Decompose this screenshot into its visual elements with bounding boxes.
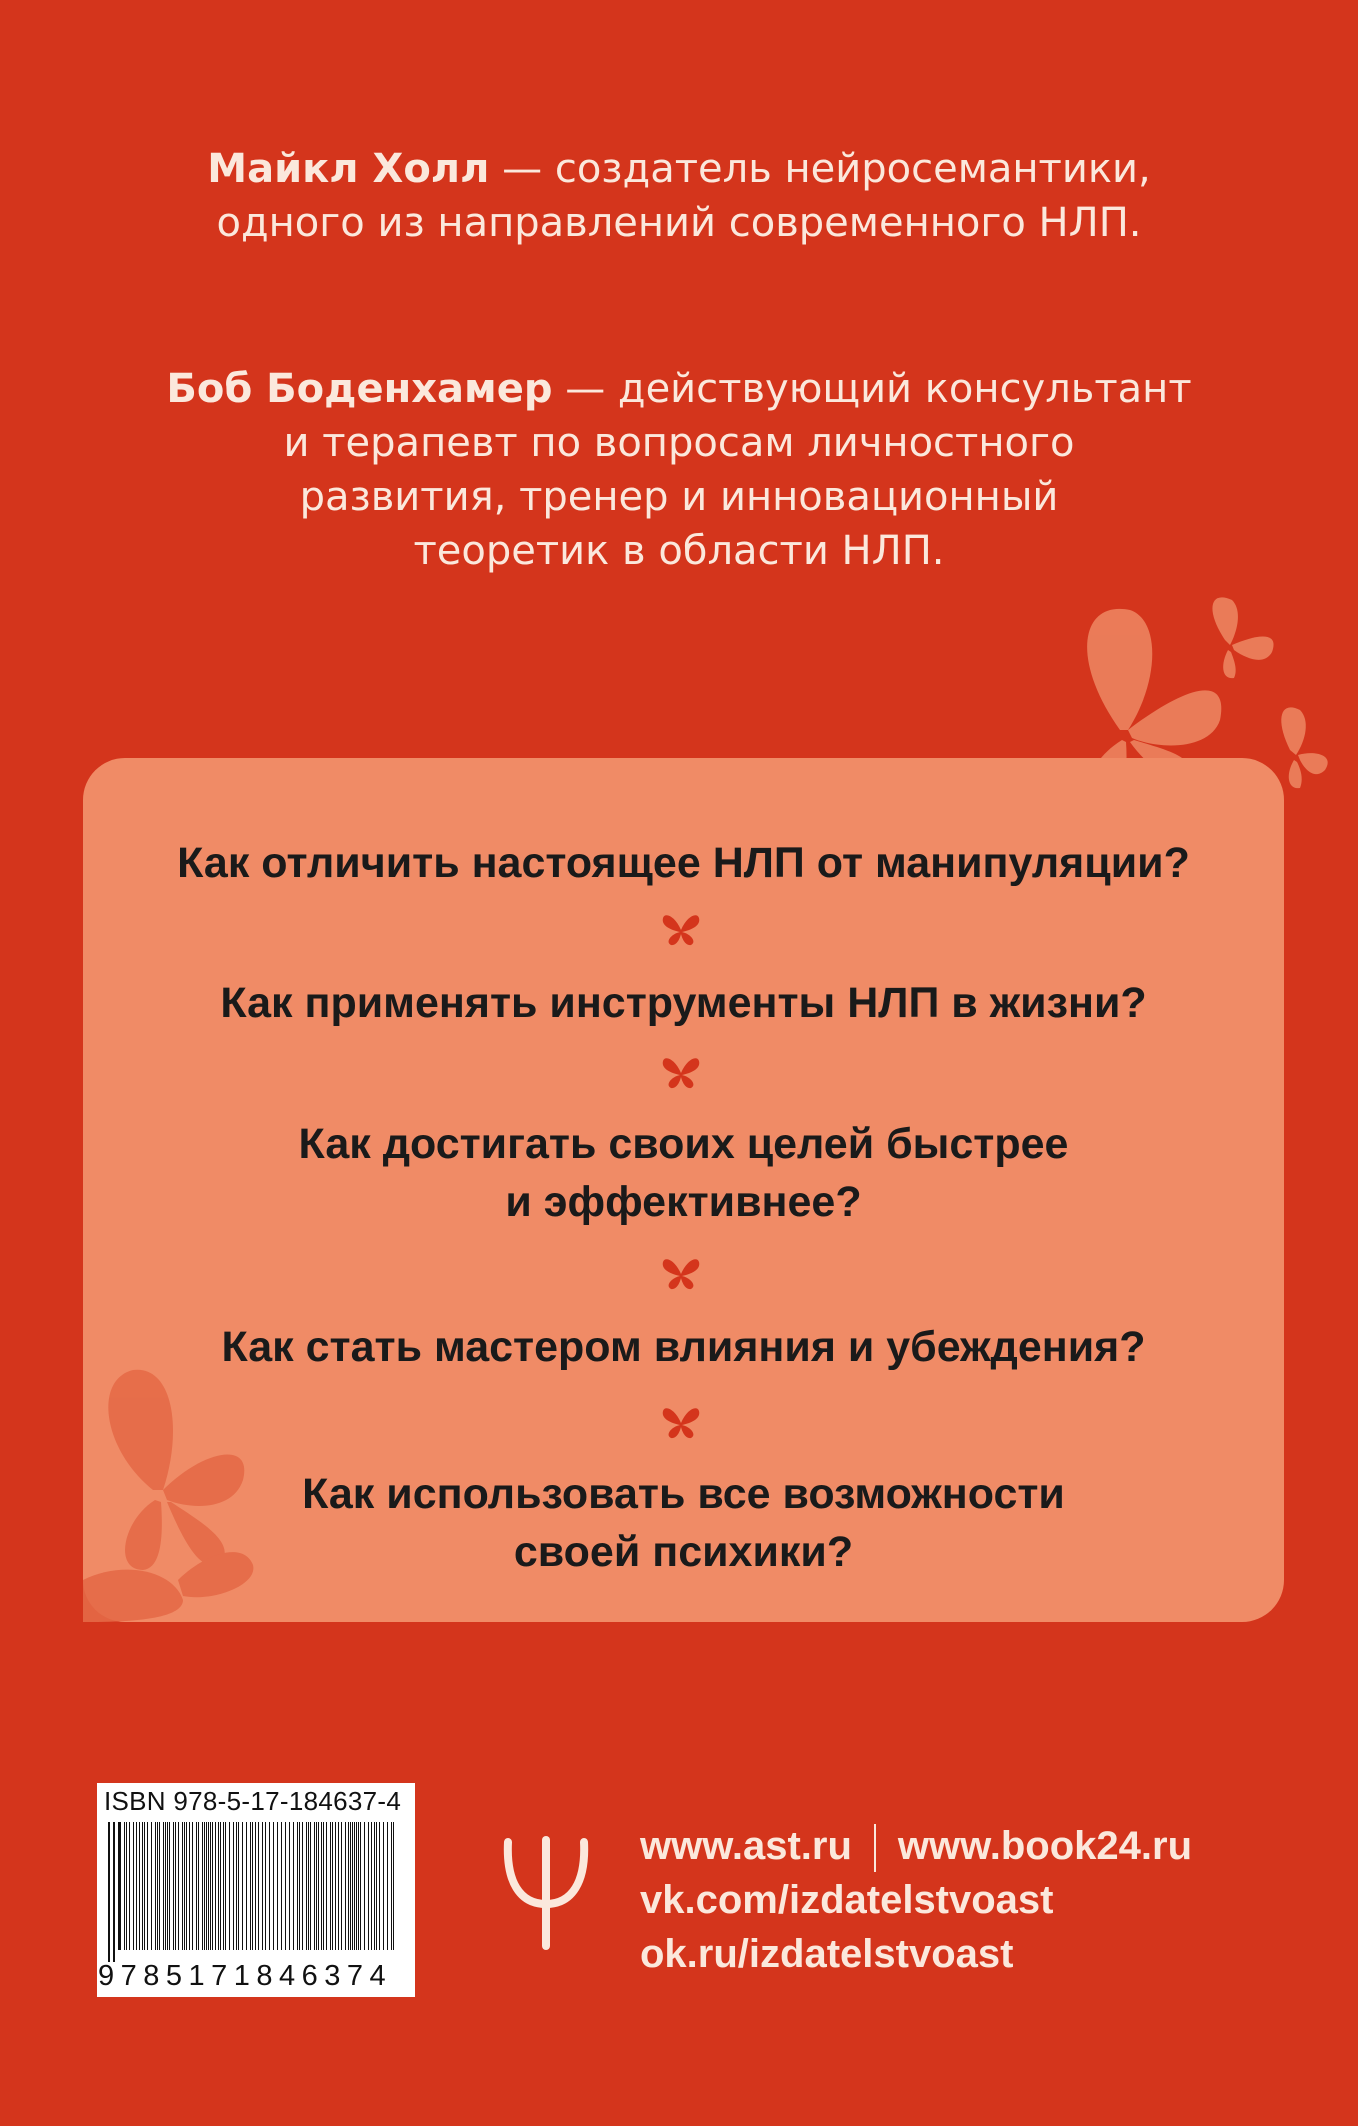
barcode-bar (356, 1822, 357, 1950)
link-vk[interactable]: vk.com/izdatelstvoast (640, 1878, 1054, 1922)
barcode-bar (297, 1822, 298, 1950)
barcode-bar (206, 1822, 207, 1950)
barcode-bar (238, 1822, 239, 1950)
barcode-bar (273, 1822, 274, 1950)
question-3 (83, 1115, 1284, 1231)
barcode-bar (302, 1822, 303, 1950)
barcode-bar (314, 1822, 315, 1950)
barcode-bar (350, 1822, 351, 1950)
butterfly-icon (661, 1055, 701, 1089)
question-5 (83, 1465, 1284, 1581)
barcode-bar (133, 1822, 134, 1950)
barcode-bar (136, 1822, 137, 1950)
isbn-label: ISBN 978-5-17-184637-4 (104, 1786, 402, 1816)
barcode-bar (113, 1822, 115, 1962)
author-blurb-hall (0, 142, 1358, 250)
barcode-bar (306, 1822, 307, 1950)
barcode-bar (178, 1822, 179, 1950)
question-line: Как использовать все возможности (302, 1470, 1065, 1518)
author-desc: — создатель нейросемантики, (489, 146, 1151, 192)
barcode-bar (202, 1822, 203, 1950)
barcode-bar (215, 1822, 216, 1950)
barcode-bar (308, 1822, 309, 1950)
publisher-psi-logo (500, 1832, 592, 1952)
butterfly-icon (661, 912, 701, 946)
question-line: своей психики? (513, 1528, 854, 1576)
barcode-bar (173, 1822, 174, 1950)
barcode-bar (142, 1822, 143, 1950)
barcode-bar (277, 1822, 278, 1950)
barcode-bar (233, 1822, 234, 1950)
barcode-bar (246, 1822, 247, 1950)
barcode-bar (189, 1822, 190, 1950)
barcode-bar (225, 1822, 226, 1950)
barcode-bar (265, 1822, 266, 1950)
barcode-bar (236, 1822, 237, 1950)
barcode-bar (316, 1822, 317, 1950)
author-desc-line: теоретик в области НЛП. (413, 528, 945, 574)
barcode-bar (376, 1822, 377, 1950)
barcode-bar (163, 1822, 164, 1950)
author-desc: — действующий консультант (552, 366, 1192, 412)
butterfly-icon (661, 1405, 701, 1439)
link-ast[interactable]: www.ast.ru (640, 1824, 852, 1868)
barcode-bar (165, 1822, 166, 1950)
barcode-bar (147, 1822, 148, 1950)
barcode-bar (186, 1822, 187, 1950)
barcode-bar (360, 1822, 361, 1950)
barcode-bar (250, 1822, 251, 1950)
barcode-bar (167, 1822, 168, 1950)
barcode-bar (144, 1822, 145, 1950)
barcode-bar (252, 1822, 253, 1950)
barcode-bar (269, 1822, 270, 1950)
barcode-bar (332, 1822, 333, 1950)
barcode-digits: 9785171846374 (98, 1960, 393, 1992)
barcode-bar (383, 1822, 384, 1950)
barcode-bar (281, 1822, 282, 1950)
barcode-bar (129, 1822, 130, 1950)
barcode-bar (220, 1822, 221, 1950)
barcode-bar (196, 1822, 197, 1950)
barcode-bar (326, 1822, 327, 1950)
author-name: Майкл Холл (207, 146, 490, 192)
barcode-bar (379, 1822, 380, 1950)
question-2 (83, 974, 1284, 1032)
author-desc-line: одного из направлений современного НЛП. (216, 200, 1142, 246)
barcode-bar (321, 1822, 322, 1950)
barcode-bar (285, 1822, 286, 1950)
barcode-bar (212, 1822, 213, 1950)
barcode-bar (218, 1822, 219, 1950)
barcode-bar (354, 1822, 355, 1950)
author-blurb-bodenhamer (0, 362, 1358, 578)
publisher-links (640, 1819, 1192, 1981)
question-line: и эффективнее? (505, 1178, 862, 1226)
barcode-bar (223, 1822, 224, 1950)
barcode-bar (364, 1822, 365, 1950)
butterfly-icon (661, 1256, 701, 1290)
barcode-bar (184, 1822, 185, 1950)
barcode-bar (157, 1822, 158, 1950)
barcode-bar (358, 1822, 359, 1950)
barcode-bar (345, 1822, 346, 1950)
barcode-bar (299, 1822, 300, 1950)
barcode-bar (242, 1822, 243, 1950)
barcode-bar (262, 1822, 263, 1950)
barcode-bar (341, 1822, 342, 1950)
barcode-bar (255, 1822, 256, 1950)
barcode-bar (323, 1822, 324, 1950)
barcode-bar (126, 1822, 127, 1950)
question-line: Как стать мастером влияния и убеждения? (221, 1323, 1146, 1371)
barcode-bar (348, 1822, 349, 1950)
barcode-bar (258, 1822, 259, 1950)
author-desc-line: развития, тренер и инновационный (299, 474, 1059, 520)
barcode-bar (229, 1822, 230, 1950)
barcode-bar (210, 1822, 211, 1950)
barcode-bar (175, 1822, 176, 1950)
barcode-bar (374, 1822, 375, 1950)
barcode-bar (108, 1822, 110, 1962)
barcode-bar (124, 1822, 125, 1950)
barcode-bar (391, 1822, 392, 1950)
barcode-bar (338, 1822, 339, 1950)
author-desc-line: и терапевт по вопросам личностного (283, 420, 1075, 466)
barcode-bar (387, 1822, 388, 1950)
barcode-bar (118, 1822, 121, 1950)
barcode-bar (198, 1822, 199, 1950)
barcode-bar (318, 1822, 319, 1950)
barcode-bar (208, 1822, 209, 1950)
barcode-bar (371, 1822, 372, 1950)
link-ok[interactable]: ok.ru/izdatelstvoast (640, 1932, 1014, 1976)
barcode-bar (169, 1822, 170, 1950)
barcode-bar (310, 1822, 311, 1950)
barcode-bar (289, 1822, 290, 1950)
barcode-bar (192, 1822, 193, 1950)
link-divider (874, 1824, 876, 1872)
barcode-bar (368, 1822, 369, 1950)
question-1 (83, 834, 1284, 892)
barcode-bar (159, 1822, 160, 1950)
barcode-bar (204, 1822, 205, 1950)
barcode-bar (352, 1822, 353, 1950)
question-4 (83, 1318, 1284, 1376)
barcode-bar (393, 1822, 394, 1950)
barcode-bar (151, 1822, 152, 1950)
author-name: Боб Боденхамер (166, 366, 553, 412)
barcode-bar (293, 1822, 294, 1950)
barcode-bars (104, 1822, 404, 1962)
barcode-bar (182, 1822, 183, 1950)
barcode-bar (155, 1822, 156, 1950)
question-line: Как достигать своих целей быстрее (298, 1120, 1069, 1168)
barcode-bar (139, 1822, 140, 1950)
barcode-bar (335, 1822, 336, 1950)
question-line: Как применять инструменты НЛП в жизни? (220, 979, 1147, 1027)
question-line: Как отличить настоящее НЛП от манипуляции? (177, 839, 1190, 887)
link-book24[interactable]: www.book24.ru (897, 1824, 1193, 1868)
barcode-bar (330, 1822, 331, 1950)
